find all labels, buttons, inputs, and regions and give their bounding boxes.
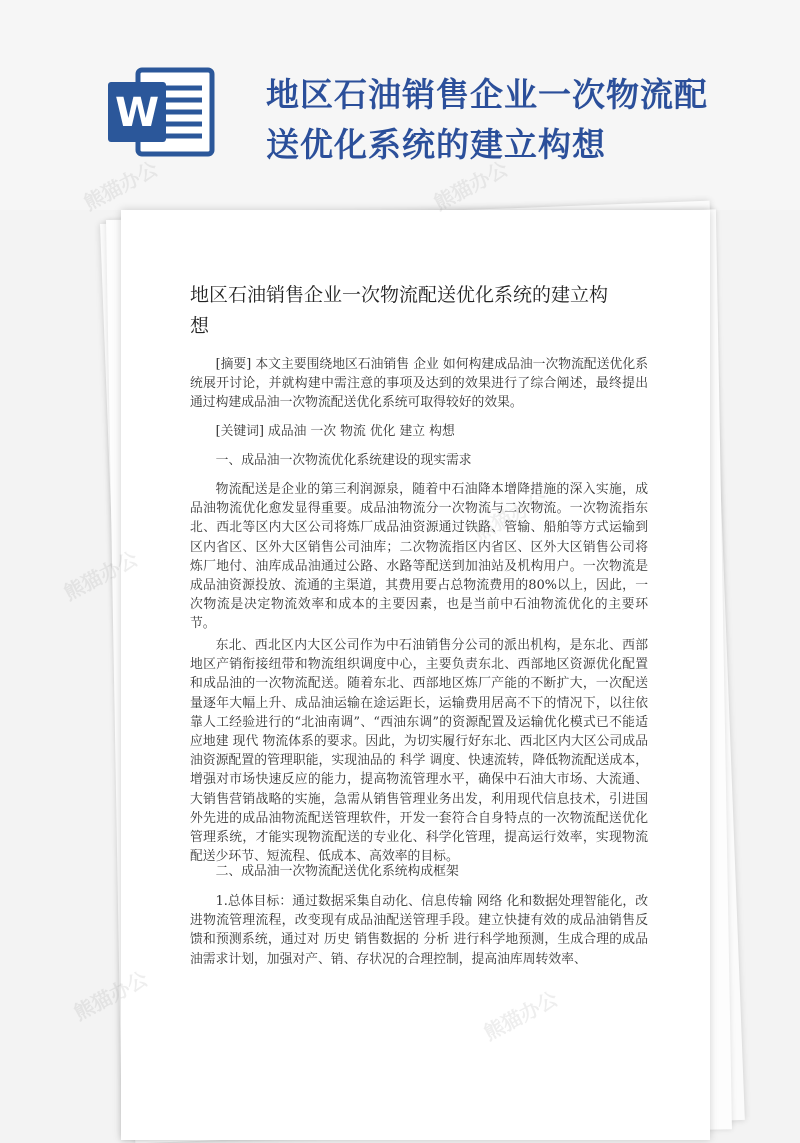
- watermark-3: 熊猫办公: [59, 546, 142, 606]
- paragraph-2: 东北、西北区内大区公司作为中石油销售分公司的派出机构，是东北、西部地区产销衔接纽带和物流组织调度中心，主要负责东北、西部地区资源优化配置和成品油的一次物流配送。随着东北、西部地区炼厂产能的不断扩大，一次配送量逐年大幅上升、成品油运输在途运距长，运输费用居高不下的情况下，以往依靠人工经验进行的“北油南调”、“西油东调”的资源配置及运输优化模式已不能适应地建 现代 物流体系的要求。因此，为切实履行好东北、西北区内大区公司成品油资源配置的管理职能，实现油品的 科学 调度、快速流转，降低物流配送成本，增强对市场快速反应的能力，提高物流管理水平，确保中石油大市场、大流通、大销售营销战略的实施，急需从销售管理业务出发，利用现代信息技术，引进国外先进的成品油物流配送管理软件，开发一套符合自身特点的一次物流配送优化管理系统，才能实现物流配送的专业化、科学化管理，提高运行效率，实现物流配送少环节、短流程、低成本、高效率的目标。: [190, 638, 648, 865]
- keywords-line: [关键词] 成品油 一次 物流 优化 建立 构想: [215, 424, 455, 439]
- abstract-paragraph: [摘要] 本文主要围绕地区石油销售 企业 如何构建成品油一次物流配送优化系统展开讨论，并就构建中需注意的事项及达到的效果进行了综合阐述，最终提出通过构建成品油一次物流配送优化系统可取得较好的效果。: [190, 357, 648, 411]
- document-title-line2: 想: [190, 315, 210, 337]
- watermark-5: 熊猫办公: [69, 966, 152, 1026]
- word-document-icon: [108, 66, 216, 158]
- paragraph-1: 物流配送是企业的第三利润源泉，随着中石油降本增降措施的深入实施，成品油物流优化愈发显得重要。成品油物流分一次物流与二次物流。一次物流指东北、西北等区内大区公司将炼厂成品油资源通过铁路、管输、船舶等方式运输到区内省区、区外大区销售公司油库；二次物流指区内省区、区外大区销售公司将炼厂地付、油库成品油通过公路、水路等配送到加油站及机构用户。一次物流是成品油资源投放、流通的主渠道，其费用要占总物流费用的80%以上，因此，一次物流是决定物流效率和成本的主要因素，也是当前中石油物流优化的主要环节。: [190, 482, 648, 632]
- header-banner: [0, 0, 800, 210]
- page-title-line1: 地区石油销售企业一次物流配: [266, 75, 708, 114]
- page-title: [266, 70, 736, 170]
- section1-heading: 一、成品油一次物流优化系统建设的现实需求: [215, 453, 472, 468]
- page-title-line2: 送优化系统的建立构想: [266, 125, 606, 164]
- document-title: [190, 280, 640, 342]
- section2-heading: 二、成品油一次物流配送优化系统构成框架: [215, 864, 459, 879]
- document-title-line1: 地区石油销售企业一次物流配送优化系统的建立构: [190, 284, 609, 306]
- paragraph-3: 1.总体目标：通过数据采集自动化、信息传输 网络 化和数据处理智能化，改进物流管理流程，改变现有成品油配送管理手段。建立快捷有效的成品油销售反馈和预测系统，通过对 历史 销售数据的 分析 进行科学地预测，生成合理的成品油需求计划，加强对产、销、存状况的合理控制，提高油库周转效率、: [190, 894, 648, 967]
- word-icon-letter: W: [114, 90, 160, 136]
